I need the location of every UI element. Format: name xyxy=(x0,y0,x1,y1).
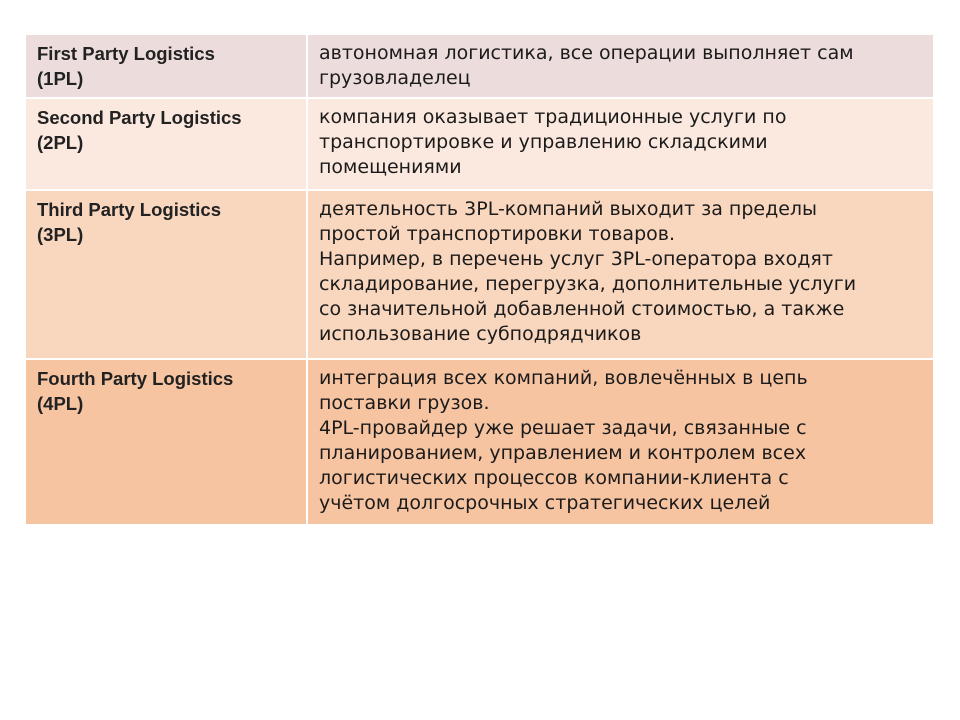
term-title: Fourth Party Logistics xyxy=(37,368,234,389)
description-line: автономная логистика, все операции выполняет сам xyxy=(319,42,854,64)
description-line: планированием, управлением и контролем всех xyxy=(319,442,807,464)
description-cell xyxy=(308,191,933,360)
description-line: простой транспортировки товаров. xyxy=(319,223,675,245)
table-row xyxy=(26,35,933,99)
description-line: со значительной добавленной стоимостью, а также xyxy=(319,298,845,320)
description-line: интеграция всех компаний, вовлечённых в цепь xyxy=(319,367,808,389)
term-abbrev: (1PL) xyxy=(37,68,84,89)
description-line: 4PL-провайдер уже решает задачи, связанные с xyxy=(319,417,807,439)
description-line: поставки грузов. xyxy=(319,392,490,414)
table-row xyxy=(26,360,933,526)
description-line: компания оказывает традиционные услуги по xyxy=(319,106,787,128)
description-line: Например, в перечень услуг 3PL-оператора входят xyxy=(319,248,833,270)
description-line: использование субподрядчиков xyxy=(319,323,642,345)
logistics-table xyxy=(26,35,933,526)
description-line: деятельность 3PL-компаний выходит за пределы xyxy=(319,198,818,220)
term-abbrev: (2PL) xyxy=(37,132,84,153)
description-line: грузовладелец xyxy=(319,67,471,89)
term-cell xyxy=(26,35,308,99)
description-cell xyxy=(308,99,933,191)
term-title: Third Party Logistics xyxy=(37,199,222,220)
term-cell xyxy=(26,191,308,360)
term-title: Second Party Logistics xyxy=(37,107,242,128)
description-line: логистических процессов компании-клиента с xyxy=(319,467,789,489)
term-abbrev: (4PL) xyxy=(37,393,84,414)
table-row xyxy=(26,99,933,191)
term-abbrev: (3PL) xyxy=(37,224,84,245)
description-line: помещениями xyxy=(319,156,462,178)
table-row xyxy=(26,191,933,360)
description-cell xyxy=(308,35,933,99)
description-line: складирование, перегрузка, дополнительные услуги xyxy=(319,273,857,295)
description-cell xyxy=(308,360,933,526)
description-line: транспортировке и управлению складскими xyxy=(319,131,768,153)
term-title: First Party Logistics xyxy=(37,43,215,64)
description-line: учётом долгосрочных стратегических целей xyxy=(319,492,771,514)
term-cell xyxy=(26,360,308,526)
term-cell xyxy=(26,99,308,191)
